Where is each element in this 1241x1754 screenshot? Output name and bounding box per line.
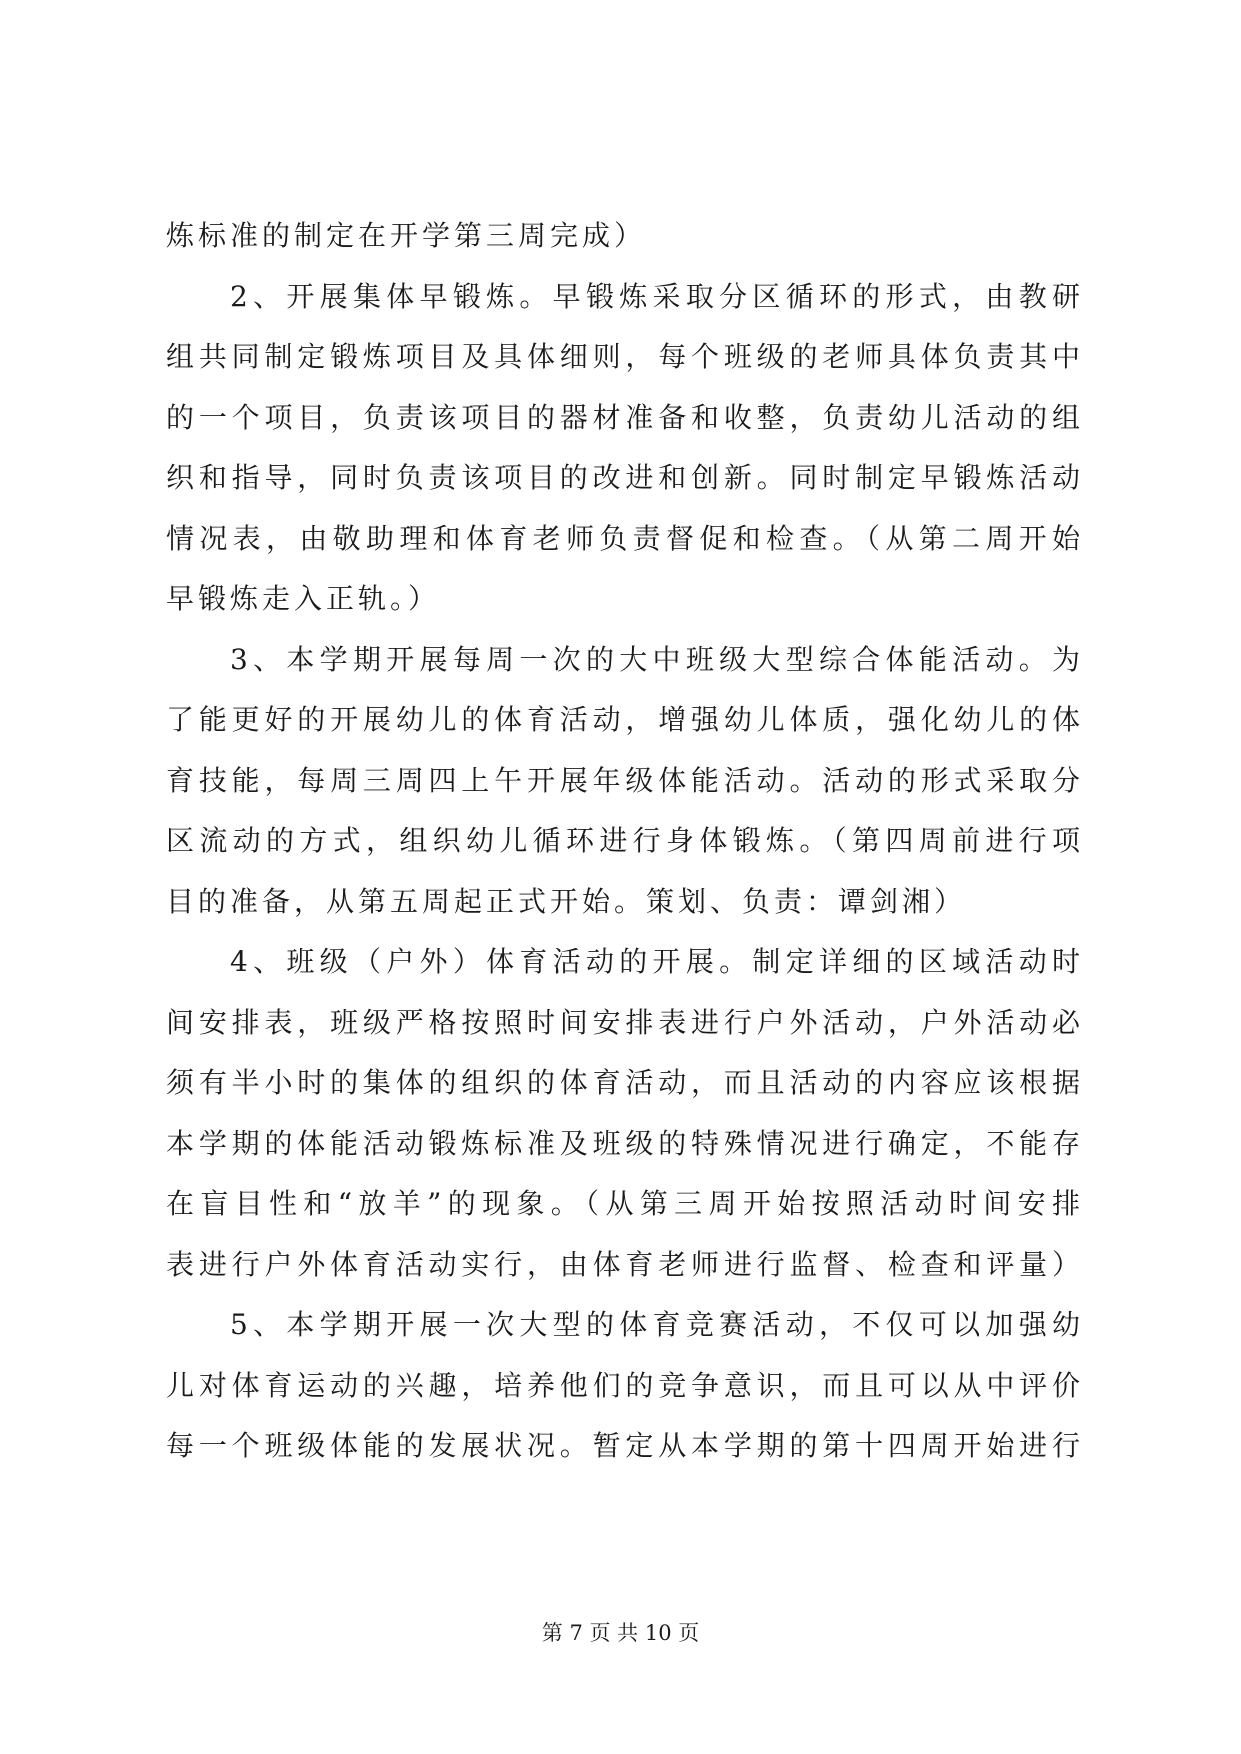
text-line: 组共同制定锻炼项目及具体细则，每个班级的老师具体负责其中 (166, 340, 1084, 373)
text-line: 织和指导，同时负责该项目的改进和创新。同时制定早锻炼活动 (166, 461, 1084, 494)
text-line: 4、班级（户外）体育活动的开展。制定详细的区域活动时 (230, 945, 1084, 978)
text-line: 2、开展集体早锻炼。早锻炼采取分区循环的形式，由教研 (230, 279, 1084, 313)
text-line: 表进行户外体育活动实行，由体育老师进行监督、检查和评量） (166, 1247, 1084, 1281)
text-line: 3、本学期开展每周一次的大中班级大型综合体能活动。为 (230, 642, 1084, 676)
text-line: 须有半小时的集体的组织的体育活动，而且活动的内容应该根据 (166, 1066, 1084, 1099)
text-line: 早锻炼走入正轨。） (166, 582, 441, 615)
text-line: 间安排表，班级严格按照时间安排表进行户外活动，户外活动必 (166, 1005, 1084, 1039)
text-line: 了能更好的开展幼儿的体育活动，增强幼儿体质，强化幼儿的体 (166, 703, 1084, 736)
text-line: 本学期的体能活动锻炼标准及班级的特殊情况进行确定，不能存 (166, 1126, 1084, 1160)
document-body (166, 206, 1084, 1477)
text-line: 儿对体育运动的兴趣，培养他们的竞争意识，而且可以从中评价 (166, 1368, 1084, 1402)
text-line: 情况表，由敬助理和体育老师负责督促和检查。（从第二周开始 (166, 521, 1084, 555)
text-line: 炼标准的制定在开学第三周完成） (166, 219, 647, 252)
text-line: 育技能，每周三周四上午开展年级体能活动。活动的形式采取分 (166, 763, 1084, 797)
text-line: 在盲目性和“放羊”的现象。（从第三周开始按照活动时间安排 (166, 1187, 1084, 1220)
text-line: 的一个项目，负责该项目的器材准备和收整，负责幼儿活动的组 (166, 400, 1084, 434)
text-line: 5、本学期开展一次大型的体育竞赛活动，不仅可以加强幼 (230, 1308, 1084, 1341)
page-number-footer: 第 7 页 共 10 页 (541, 1621, 700, 1645)
text-line: 区流动的方式，组织幼儿循环进行身体锻炼。（第四周前进行项 (166, 824, 1084, 857)
text-line: 每一个班级体能的发展状况。暂定从本学期的第十四周开始进行 (166, 1429, 1084, 1462)
text-line: 目的准备，从第五周起正式开始。策划、负责：谭剑湘） (166, 884, 967, 918)
